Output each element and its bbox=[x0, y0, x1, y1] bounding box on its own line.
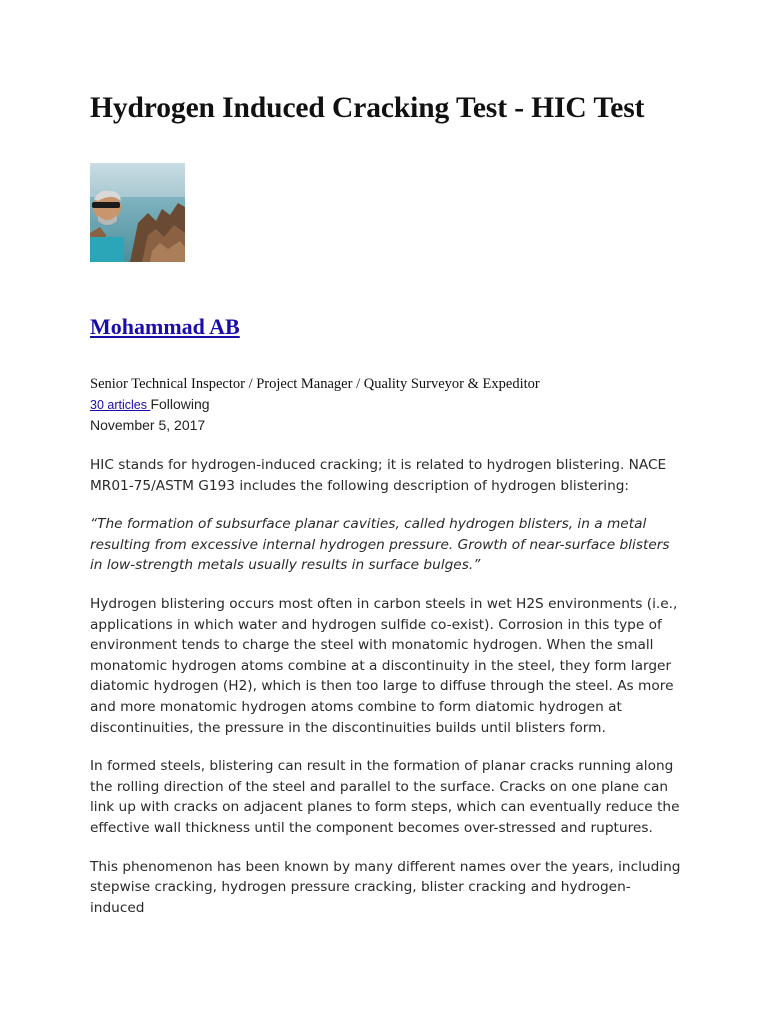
article-title: Hydrogen Induced Cracking Test - HIC Test bbox=[90, 92, 645, 124]
paragraph-blistering: Hydrogen blistering occurs most often in carbon steels in wet H2S environments (i.e., applications in which water and hydrogen sulfide co-exist). Corrosion in this type of environment tends to charge the steel with monatomic hydrogen. When the small monatomic hydrogen atoms combine at a discontinuity in the steel, they form larger diatomic hydrogen (H2), which is then too large to diffuse through the steel. As more and more monatomic hydrogen atoms combine to form diatomic hydrogen at discontinuities, the pressure in the discontinuities builds until blisters form. bbox=[90, 595, 678, 736]
paragraph-phenomenon: This phenomenon has been known by many different names over the years, including stepwise cracking, hydrogen pressure cracking, blister cracking and hydrogen-induced bbox=[90, 858, 681, 916]
author-headline: Senior Technical Inspector / Project Manager / Quality Surveyor & Expeditor bbox=[90, 376, 540, 392]
follow-status[interactable]: Following bbox=[150, 396, 210, 412]
paragraph-intro: HIC stands for hydrogen-induced cracking; it is related to hydrogen blistering. NACE MR01-75/ASTM G193 includes the following description of hydrogen blistering: bbox=[90, 457, 667, 494]
author-avatar[interactable] bbox=[90, 163, 185, 262]
author-meta bbox=[90, 396, 210, 412]
articles-count-link[interactable]: 30 articles bbox=[90, 398, 151, 412]
author-name-link[interactable]: Mohammad AB bbox=[90, 314, 240, 339]
publish-date: November 5, 2017 bbox=[90, 417, 206, 433]
article-body bbox=[90, 455, 685, 936]
author-photo bbox=[90, 163, 185, 262]
paragraph-formed-steels: In formed steels, blistering can result in the formation of planar cracks running along the rolling direction of the steel and parallel to the surface. Cracks on one plane can link up with cracks on adjacent planes to form steps, which can eventually reduce the effective wall thickness until the component becomes over-stressed and ruptures. bbox=[90, 758, 680, 836]
paragraph-quote: “The formation of subsurface planar cavities, called hydrogen blisters, in a metal resulting from excessive internal hydrogen pressure. Growth of near-surface blisters in low-strength metals usually results in surface bulges.” bbox=[90, 516, 670, 574]
